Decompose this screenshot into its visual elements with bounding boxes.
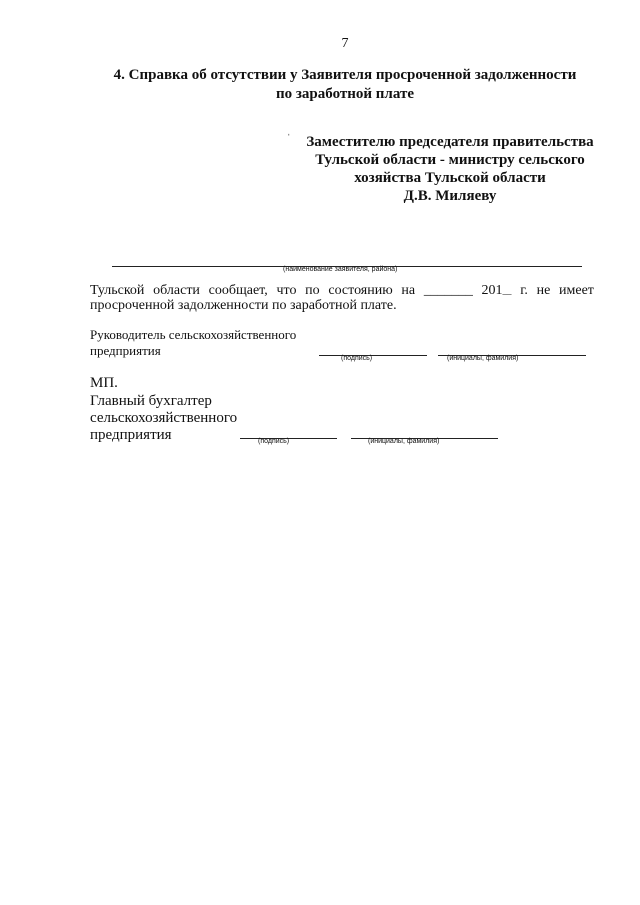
applicant-name-caption: (наименование заявителя, района) [283, 266, 398, 273]
statement-word: на [401, 283, 416, 298]
statement-word: имеет [559, 283, 594, 298]
statement-word: области [153, 283, 200, 298]
year-field[interactable] [482, 283, 512, 299]
accountant-title-line3: предприятия [90, 427, 172, 443]
manager-signature-line[interactable] [319, 355, 427, 356]
addressee-line3: хозяйства Тульской области [354, 170, 546, 186]
statement-word: что [276, 283, 297, 298]
accountant-title-line2: сельскохозяйственного [90, 410, 238, 426]
statement-word: г. [520, 283, 528, 298]
statement-line2: просроченной задолженности по заработной плате. [90, 298, 397, 313]
page-number: 7 [341, 36, 349, 51]
statement-word: по [305, 283, 320, 298]
stamp-label: МП. [90, 375, 118, 391]
manager-title-line2: предприятия [90, 343, 161, 358]
statement-word: Тульской [90, 283, 145, 298]
accountant-signature-caption: (подпись) [258, 438, 290, 445]
accountant-name-caption: (инициалы, фамилия) [368, 438, 440, 445]
statement-line1 [90, 283, 594, 299]
addressee-line2: Тульской области - министру сельского [315, 152, 585, 168]
manager-title-line1: Руководитель сельскохозяйственного [90, 327, 297, 342]
addressee-line1: Заместителю председателя правительства [306, 134, 594, 150]
statement-word: состоянию [328, 283, 393, 298]
manager-name-caption: (инициалы, фамилия) [447, 355, 519, 362]
form-title-line1: 4. Справка об отсутствии у Заявителя просроченной задолженности [113, 67, 577, 83]
scan-mark: ˈ [287, 132, 291, 144]
statement-word: не [536, 283, 551, 298]
statement-word: сообщает, [208, 283, 268, 298]
year-blank: __ [502, 286, 512, 296]
manager-signature-caption: (подпись) [341, 355, 373, 362]
accountant-title-line1: Главный бухгалтер [90, 393, 212, 409]
form-title-line2: по заработной плате [276, 86, 414, 102]
year-prefix: 201 [481, 283, 503, 298]
addressee-line4: Д.В. Миляеву [403, 188, 497, 204]
date-blank[interactable]: _______ [423, 283, 473, 298]
